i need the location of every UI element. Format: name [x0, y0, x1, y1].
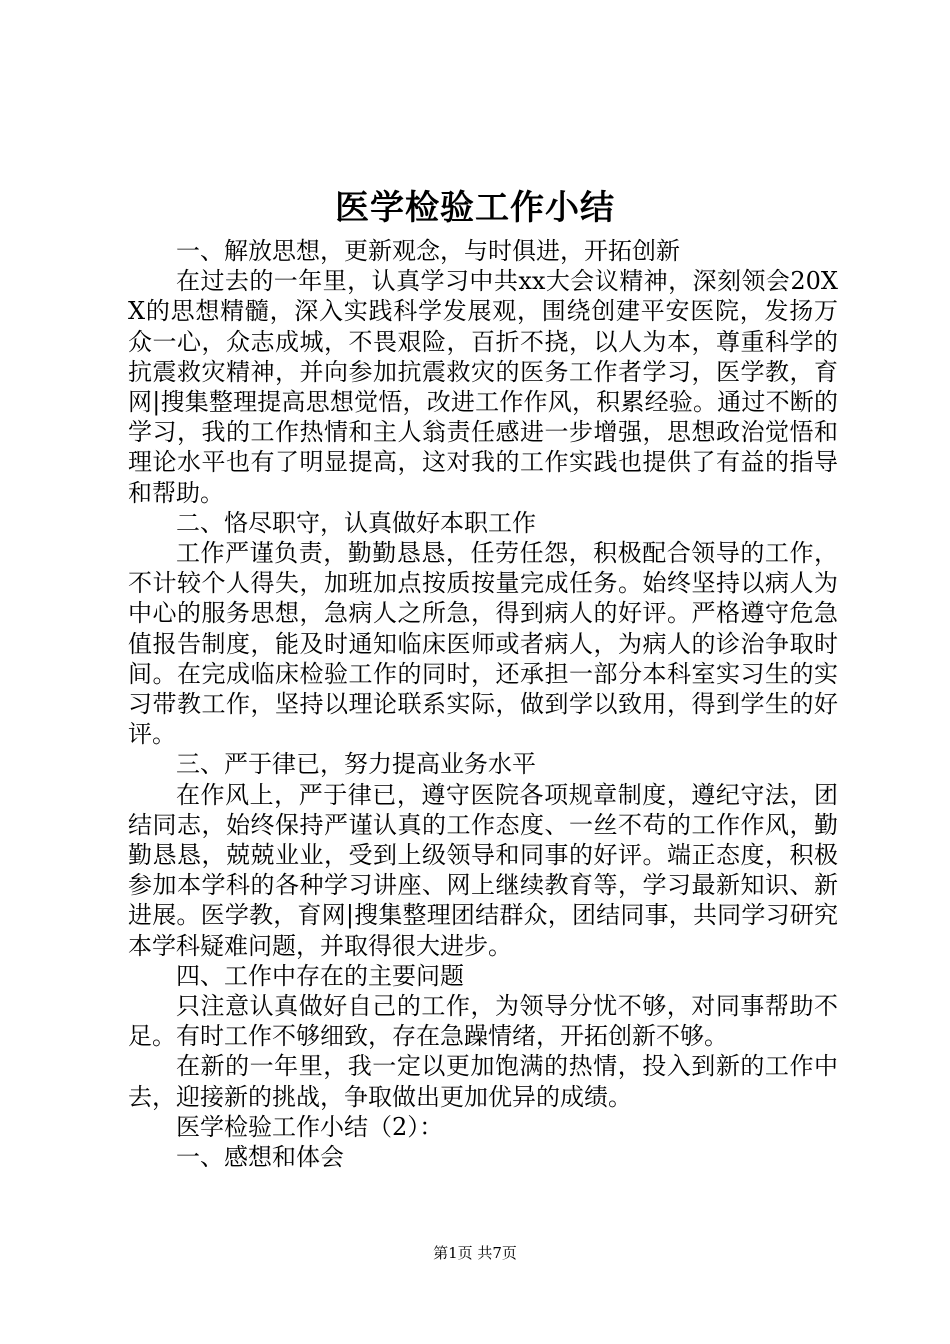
body-paragraph: 只注意认真做好自己的工作，为领导分忧不够，对同事帮助不足。有时工作不够细致，存在急躁情绪，开拓创新不够。 [128, 992, 838, 1051]
section-heading: 一、解放思想，更新观念，与时俱进，开拓创新 [176, 237, 680, 265]
body-paragraph: 在作风上，严于律已，遵守医院各项规章制度，遵纪守法，团结同志，始终保持严谨认真的工作态度、一丝不苟的工作作风，勤勤恳恳，兢兢业业，受到上级领导和同事的好评。端正态度，积极参加本学科的各种学习讲座、网上继续教育等，学习最新知识、新进展。医学教，育网|搜集整理团结群众，团结同事，共同学习研究本学科疑难问题，并取得很大进步。 [128, 780, 838, 960]
page-footer: 第1页 共7页 [433, 1244, 517, 1262]
section-heading: 二、恪尽职守，认真做好本职工作 [176, 508, 536, 537]
document-title: 医学检验工作小结 [335, 188, 615, 228]
section-heading: 四、工作中存在的主要问题 [176, 961, 464, 990]
body-paragraph: 工作严谨负责，勤勤恳恳，任劳任怨，积极配合领导的工作，不计较个人得失，加班加点按质按量完成任务。始终坚持以病人为中心的服务思想，急病人之所急，得到病人的好评。严格遵守危急值报告制度，能及时通知临床医师或者病人，为病人的诊治争取时间。在完成临床检验工作的同时，还承担一部分本科室实习生的实习带教工作，坚持以理论联系实际，做到学以致用，得到学生的好评。 [128, 539, 838, 749]
document-body [128, 236, 838, 1172]
body-paragraph: 在过去的一年里，认真学习中共xx大会议精神，深刻领会20XX的思想精髓，深入实践科学发展观，围绕创建平安医院，发扬万众一心，众志成城，不畏艰险，百折不挠，以人为本，尊重科学的抗震救灾精神，并向参加抗震救灾的医务工作者学习，医学教，育网|搜集整理提高思想觉悟，改进工作作风，积累经验。通过不断的学习，我的工作热情和主人翁责任感进一步增强，思想政治觉悟和理论水平也有了明显提高，这对我的工作实践也提供了有益的指导和帮助。 [128, 267, 838, 507]
section-heading: 一、感想和体会 [176, 1143, 344, 1172]
body-paragraph: 在新的一年里，我一定以更加饱满的热情，投入到新的工作中去，迎接新的挑战，争取做出更加优异的成绩。 [128, 1052, 838, 1111]
section-heading: 三、严于律已，努力提高业务水平 [176, 750, 536, 779]
subtitle-line: 医学检验工作小结（2）： [176, 1112, 444, 1141]
